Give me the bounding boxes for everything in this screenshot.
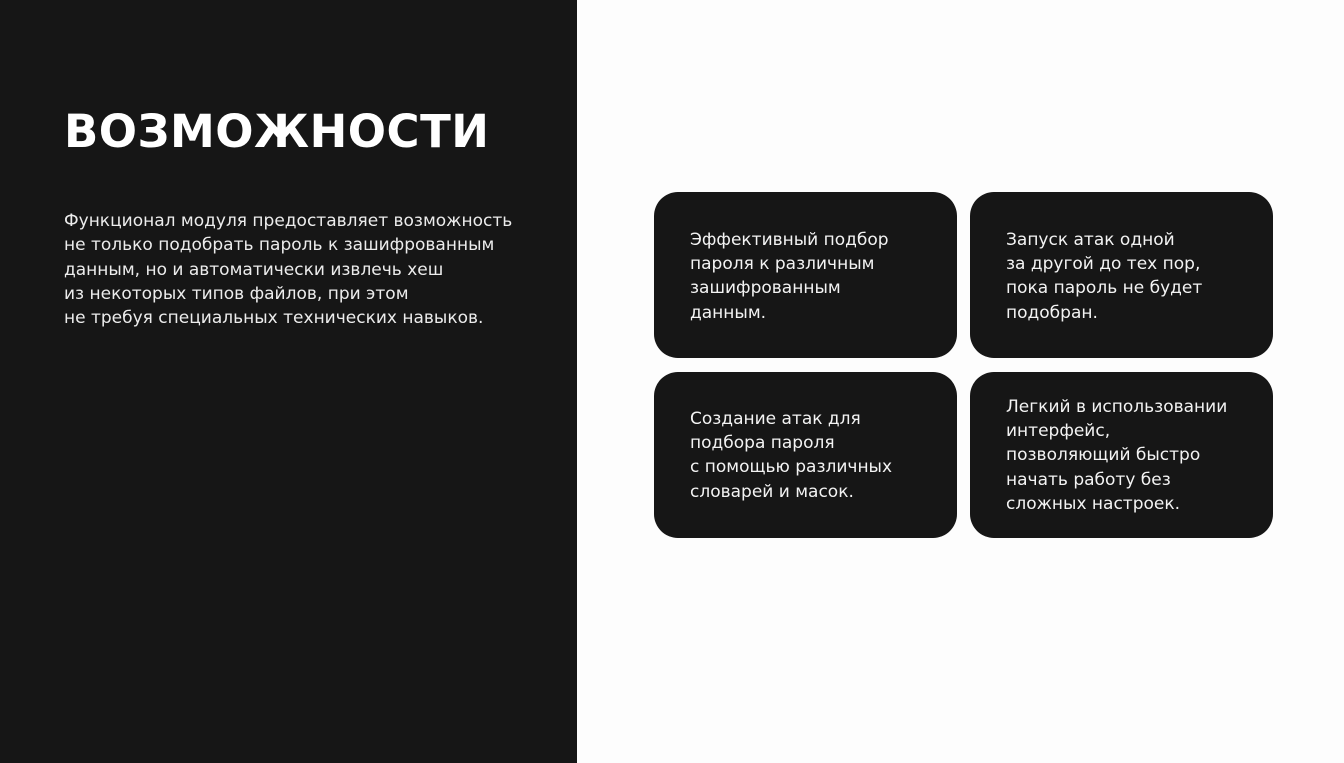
feature-card-line: Легкий в использовании	[1006, 397, 1228, 417]
feature-card-line: сложных настроек.	[1006, 493, 1181, 514]
description-line: Функционал модуля предоставляет возможность	[64, 211, 513, 231]
slide-description	[64, 209, 564, 330]
feature-card-line: пока пароль не будет	[1006, 278, 1203, 299]
feature-card-line: зашифрованным	[690, 278, 841, 299]
feature-card-sequential-attacks	[970, 192, 1273, 358]
feature-card-text	[1006, 395, 1227, 516]
feature-card-line: с помощью различных	[690, 457, 893, 478]
feature-card-easy-interface	[970, 372, 1273, 538]
feature-card-line: за другой до тех пор,	[1006, 254, 1201, 275]
feature-card-line: позволяющий быстро	[1006, 445, 1201, 466]
feature-card-text	[690, 407, 892, 504]
description-line: не требуя специальных технических навыков.	[64, 308, 484, 329]
feature-card-efficient-bruteforce	[654, 192, 957, 358]
description-line: данным, но и автоматически извлечь хеш	[64, 259, 444, 280]
feature-card-line: Создание атак для	[690, 409, 861, 429]
feature-card-line: данным.	[690, 302, 767, 323]
feature-card-line: начать работу без	[1006, 469, 1171, 490]
feature-card-dictionaries-masks	[654, 372, 957, 538]
feature-card-text	[690, 228, 889, 325]
feature-card-line: Эффективный подбор	[690, 230, 889, 250]
feature-card-line: словарей и масок.	[690, 481, 854, 502]
left-panel	[0, 0, 577, 763]
feature-card-line: пароля к различным	[690, 254, 875, 275]
feature-card-line: интерфейс,	[1006, 421, 1111, 442]
feature-card-line: подобран.	[1006, 302, 1098, 323]
slide-title: ВОЗМОЖНОСТИ	[64, 105, 490, 158]
feature-card-text	[1006, 228, 1202, 325]
description-line: не только подобрать пароль к зашифрованным	[64, 235, 495, 256]
feature-card-line: подбора пароля	[690, 433, 835, 454]
description-line: из некоторых типов файлов, при этом	[64, 283, 409, 304]
feature-card-line: Запуск атак одной	[1006, 230, 1175, 250]
